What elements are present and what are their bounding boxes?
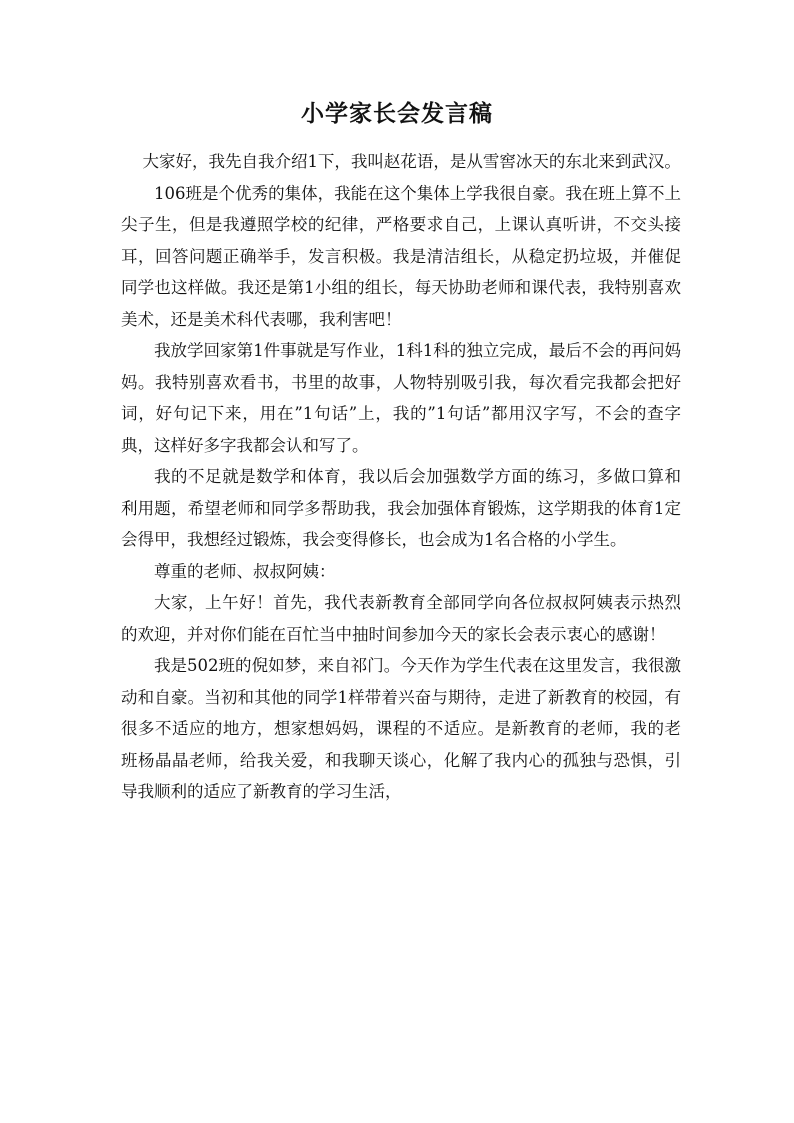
paragraph-homework: 我放学回家第1件事就是写作业，1科1科的独立完成，最后不会的再问妈妈。我特别喜欢看书，书里的故事，人物特别吸引我，每次看完我都会把好词，好句记下来，用在”1句话”上，我的”1句话”都用汉字写，不会的查字典，这样好多字我都会认和写了。 [121,341,681,455]
paragraph-intro: 大家好，我先自我介绍1下，我叫赵花语，是从雪窖冰天的东北来到武汉。 [142,152,681,171]
document-title: 小学家长会发言稿 [301,100,493,127]
document-body [121,146,681,808]
paragraph-class: 106班是个优秀的集体，我能在这个集体上学我很自豪。我在班上算不上尖子生，但是我遵照学校的纪律，严格要求自己，上课认真听讲，不交头接耳，回答问题正确举手，发言积极。我是清洁组长，从稳定扔垃圾，并催促同学也这样做。我还是第1小组的组长，每天协助老师和课代表，我特别喜欢美术，还是美术科代表哪，我利害吧！ [121,183,681,329]
paragraph-greeting: 大家，上午好！首先，我代表新教育全部同学向各位叔叔阿姨表示热烈的欢迎，并对你们能在百忙当中抽时间参加今天的家长会表示衷心的感谢！ [121,593,681,644]
paragraph-salutation: 尊重的老师、叔叔阿姨： [154,561,336,581]
paragraph-shortcomings: 我的不足就是数学和体育，我以后会加强数学方面的练习，多做口算和利用题，希望老师和同学多帮助我，我会加强体育锻炼，这学期我的体育1定会得甲，我想经过锻炼，我会变得修长，也会成为1名合格的小学生。 [121,467,681,549]
paragraph-self-intro: 我是502班的倪如梦，来自祁门。今天作为学生代表在这里发言，我很激动和自豪。当初和其他的同学1样带着兴奋与期待，走进了新教育的校园，有很多不适应的地方，想家想妈妈，课程的不适应。是新教育的老师，我的老班杨晶晶老师，给我关爱，和我聊天谈心，化解了我内心的孤独与恐惧，引导我顺利的适应了新教育的学习生活， [121,656,681,801]
